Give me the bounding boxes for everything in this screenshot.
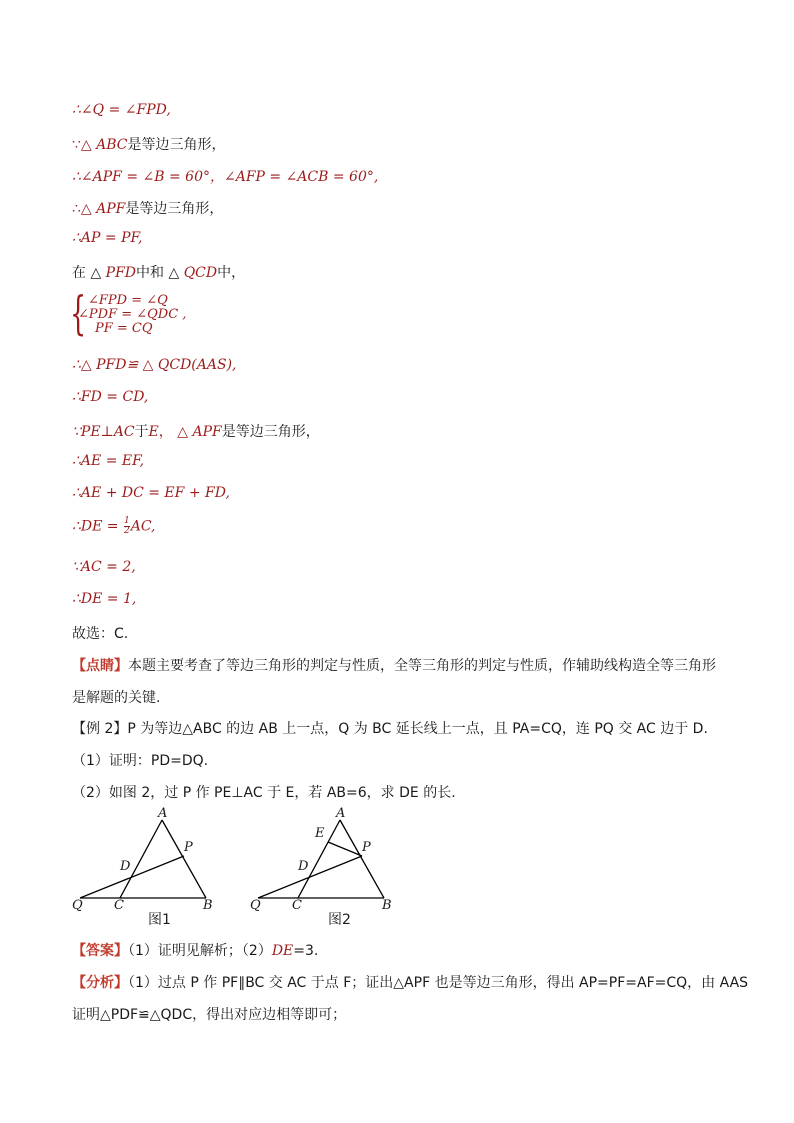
proof-line-10: ∵PE⊥AC于E， △ APF是等边三角形， — [72, 424, 320, 440]
system-line-2: ∠PDF = ∠QDC , — [78, 307, 187, 322]
fig1-label-D: D — [120, 859, 131, 874]
example-2-question-1: （1）证明：PD=DQ. — [72, 753, 209, 769]
fig2-label-Q: Q — [250, 898, 261, 913]
fig1-label-B: B — [203, 898, 213, 913]
fig1-label-P: P — [184, 840, 193, 855]
fig2-label-A: A — [336, 806, 346, 821]
proof-line-3: ∴∠APF = ∠B = 60°，∠AFP = ∠ACB = 60°, — [72, 169, 379, 185]
fraction-half: $\frac{1}{2}$ — [123, 516, 130, 536]
proof-conclusion: 故选：C. — [72, 626, 129, 642]
figure-2-caption: 图2 — [328, 912, 351, 928]
proof-line-12: ∴AE + DC = EF + FD, — [72, 485, 230, 501]
analysis-tag: 【分析】 — [72, 975, 128, 991]
system-brace: { — [70, 286, 87, 340]
analysis-line-1: 【分析】（1）过点 P 作 PF∥BC 交 AC 于点 F；证出△APF 也是等边三角形，得出 AP=PF=AF=CQ，由 AAS — [72, 975, 749, 991]
fig2-label-P: P — [362, 840, 371, 855]
proof-line-4: ∴△ APF是等边三角形， — [72, 201, 224, 217]
fig2-label-C: C — [292, 898, 302, 913]
fig2-label-E: E — [315, 826, 325, 841]
proof-line-8: ∴△ PFD≌ △ QCD(AAS), — [72, 357, 237, 373]
proof-line-9: ∴FD = CD, — [72, 389, 149, 405]
fig2-label-B: B — [382, 898, 392, 913]
fig1-label-A: A — [158, 806, 168, 821]
comment-paragraph-line-2: 是解题的关键. — [72, 690, 161, 706]
example-2-statement: 【例 2】P 为等边△ABC 的边 AB 上一点，Q 为 BC 延长线上一点，且 PA=CQ，连 PQ 交 AC 边于 D. — [72, 721, 708, 737]
proof-line-1: ∴∠Q = ∠FPD, — [72, 102, 171, 118]
example-2-question-2: （2）如图 2，过 P 作 PE⊥AC 于 E，若 AB=6，求 DE 的长. — [72, 785, 456, 801]
system-line-3: PF = CQ — [95, 321, 153, 336]
proof-line-2: ∵△ ABC是等边三角形， — [72, 137, 226, 153]
fig2-label-D: D — [298, 859, 309, 874]
answer-line: 【答案】（1）证明见解析；（2）DE=3. — [72, 943, 319, 959]
proof-line-13: ∴DE = $\frac{1}{2}$ AC, — [72, 516, 156, 536]
comment-tag: 【点睛】 — [72, 658, 128, 674]
answer-tag: 【答案】 — [72, 943, 128, 959]
analysis-line-2: 证明△PDF≌△QDC，得出对应边相等即可； — [72, 1007, 347, 1023]
system-line-1: ∠FPD = ∠Q — [88, 293, 168, 308]
comment-paragraph-line-1: 【点睛】本题主要考查了等边三角形的判定与性质，全等三角形的判定与性质，作辅助线构造全等三角形 — [72, 658, 716, 674]
fig1-label-C: C — [114, 898, 124, 913]
proof-line-6: 在 △ PFD中和 △ QCD中， — [72, 265, 246, 281]
proof-line-11: ∴AE = EF, — [72, 453, 145, 469]
proof-line-14: ∵AC = 2, — [72, 559, 136, 575]
figure-1-caption: 图1 — [148, 912, 171, 928]
proof-line-15: ∴DE = 1, — [72, 591, 137, 607]
fig1-label-Q: Q — [72, 898, 83, 913]
proof-line-5: ∴AP = PF, — [72, 230, 143, 246]
